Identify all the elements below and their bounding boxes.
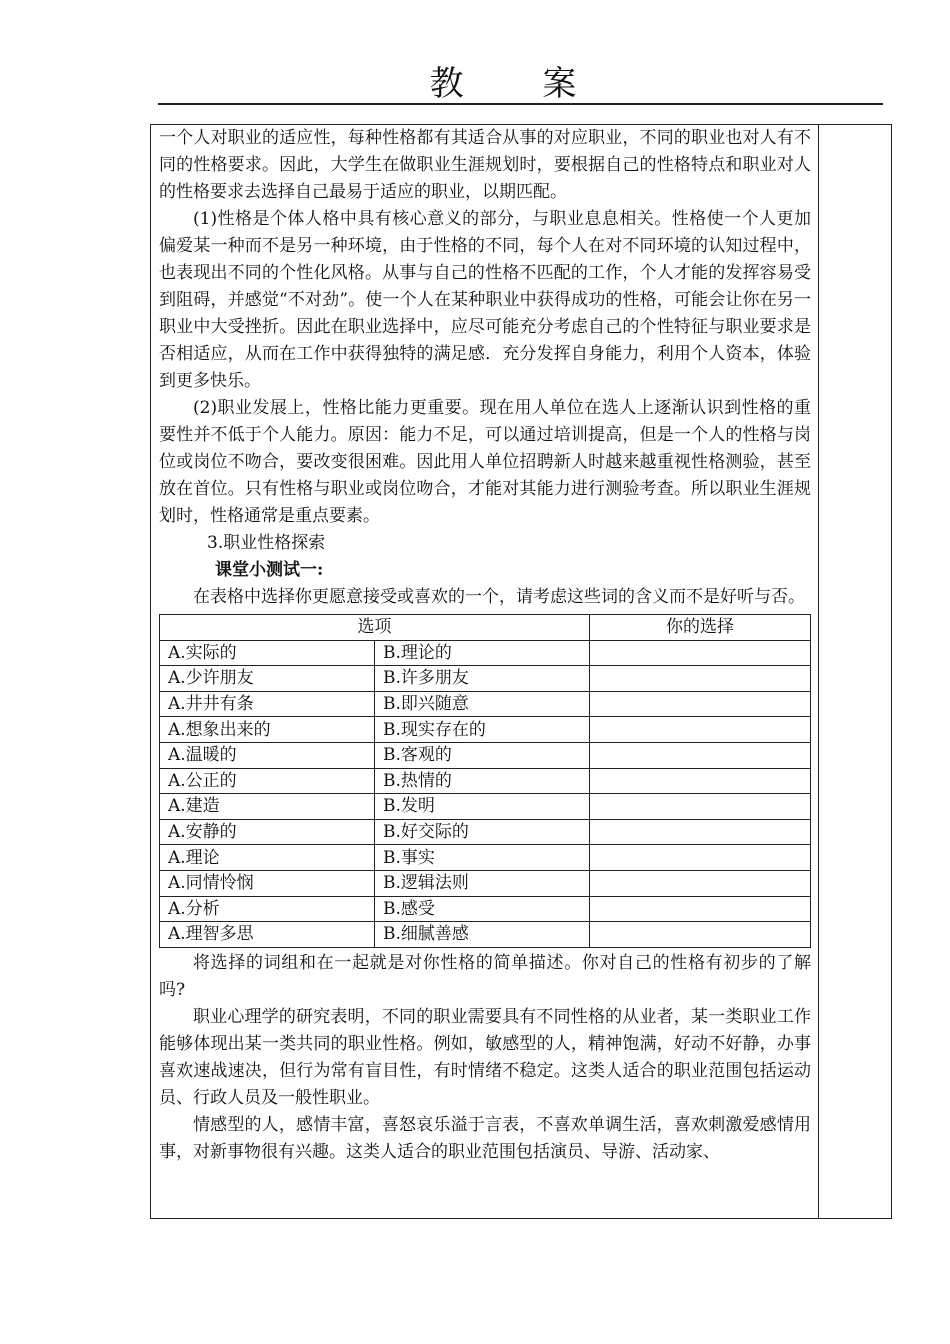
table-row xyxy=(160,742,811,768)
option-b: B.许多朋友 xyxy=(375,666,590,692)
table-row xyxy=(160,640,811,666)
choice-cell[interactable] xyxy=(590,794,811,820)
option-a: A.建造 xyxy=(160,794,375,820)
option-b: B.即兴随意 xyxy=(375,691,590,717)
table-row xyxy=(160,896,811,922)
choice-cell[interactable] xyxy=(590,742,811,768)
option-b: B.理论的 xyxy=(375,640,590,666)
option-a: A.安静的 xyxy=(160,819,375,845)
table-row xyxy=(160,819,811,845)
paragraph: 一个人对职业的适应性，每种性格都有其适合从事的对应职业，不同的职业也对人有不同的性格要求。因此，大学生在做职业生涯规划时，要根据自己的性格特点和职业对人的性格要求去选择自己最易于适应的职业，以期匹配。 xyxy=(159,128,811,202)
frame-column-divider xyxy=(818,125,819,1218)
quiz-table xyxy=(159,614,811,948)
column-header-options: 选项 xyxy=(160,615,590,641)
choice-cell[interactable] xyxy=(590,666,811,692)
paragraph: 情感型的人，感情丰富，喜怒哀乐溢于言表，不喜欢单调生活，喜欢刺激爱感情用事，对新事物很有兴趣。这类人适合的职业范围包括演员、导游、活动家、 xyxy=(159,1114,811,1162)
option-a: A.实际的 xyxy=(160,640,375,666)
lesson-content xyxy=(159,125,811,1166)
quiz-instruction: 在表格中选择你更愿意接受或喜欢的一个，请考虑这些词的含义而不是好听与否。 xyxy=(193,587,805,607)
choice-cell[interactable] xyxy=(590,870,811,896)
paragraph: (2)职业发展上，性格比能力更重要。现在用人单位在选人上逐渐认识到性格的重要性并不低于个人能力。原因：能力不足，可以通过培训提高，但是一个人的性格与岗位或岗位不吻合，要改变很困难。因此用人单位招聘新人时越来越重视性格测验，甚至放在首位。只有性格与职业或岗位吻合，才能对其能力进行测验考查。所以职业生涯规划时，性格通常是重点要素。 xyxy=(159,398,811,526)
column-header-choice: 你的选择 xyxy=(590,615,811,641)
page-title: 教 案 xyxy=(429,64,611,104)
content-frame xyxy=(150,124,892,1219)
option-a: A.理智多思 xyxy=(160,922,375,948)
table-row xyxy=(160,794,811,820)
option-a: A.温暖的 xyxy=(160,742,375,768)
choice-cell[interactable] xyxy=(590,768,811,794)
choice-cell[interactable] xyxy=(590,640,811,666)
paragraph: 将选择的词组和在一起就是对你性格的简单描述。你对自己的性格有初步的了解吗? xyxy=(159,952,811,1000)
option-b: B.感受 xyxy=(375,896,590,922)
quiz-title: 课堂小测试一: xyxy=(215,560,324,580)
option-b: B.好交际的 xyxy=(375,819,590,845)
choice-cell[interactable] xyxy=(590,691,811,717)
option-a: A.想象出来的 xyxy=(160,717,375,743)
table-row xyxy=(160,666,811,692)
option-b: B.客观的 xyxy=(375,742,590,768)
paragraph: 职业心理学的研究表明，不同的职业需要具有不同性格的从业者，某一类职业工作能够体现出某一类共同的职业性格。例如，敏感型的人，精神饱满，好动不好静，办事喜欢速战速决，但行为常有盲目性，有时情绪不稳定。这类人适合的职业范围包括运动员、行政人员及一般性职业。 xyxy=(159,1006,811,1108)
paragraph: (1)性格是个体人格中具有核心意义的部分，与职业息息相关。性格使一个人更加偏爱某一种而不是另一种环境，由于性格的不同，每个人在对不同环境的认知过程中，也表现出不同的个性化风格。从事与自己的性格不匹配的工作，个人才能的发挥容易受到阻碍，并感觉“不对劲”。使一个人在某种职业中获得成功的性格，可能会让你在另一职业中大受挫折。因此在职业选择中，应尽可能充分考虑自己的个性特征与职业要求是否相适应，从而在工作中获得独特的满足感．充分发挥自身能力，利用个人资本，体验到更多快乐。 xyxy=(159,209,811,391)
option-b: B.发明 xyxy=(375,794,590,820)
table-header-row xyxy=(160,615,811,641)
choice-cell[interactable] xyxy=(590,922,811,948)
option-b: B.逻辑法则 xyxy=(375,870,590,896)
table-row xyxy=(160,768,811,794)
table-row xyxy=(160,870,811,896)
header-rule xyxy=(158,103,883,105)
table-row xyxy=(160,691,811,717)
option-a: A.少许朋友 xyxy=(160,666,375,692)
option-a: A.同情怜悯 xyxy=(160,870,375,896)
option-a: A.公正的 xyxy=(160,768,375,794)
option-a: A.理论 xyxy=(160,845,375,871)
option-b: B.细腻善感 xyxy=(375,922,590,948)
option-a: A.分析 xyxy=(160,896,375,922)
choice-cell[interactable] xyxy=(590,717,811,743)
option-b: B.热情的 xyxy=(375,768,590,794)
choice-cell[interactable] xyxy=(590,845,811,871)
table-row xyxy=(160,922,811,948)
table-row xyxy=(160,845,811,871)
option-a: A.井井有条 xyxy=(160,691,375,717)
choice-cell[interactable] xyxy=(590,896,811,922)
option-b: B.事实 xyxy=(375,845,590,871)
choice-cell[interactable] xyxy=(590,819,811,845)
section-heading: 3.职业性格探索 xyxy=(207,533,326,553)
table-row xyxy=(160,717,811,743)
option-b: B.现实存在的 xyxy=(375,717,590,743)
